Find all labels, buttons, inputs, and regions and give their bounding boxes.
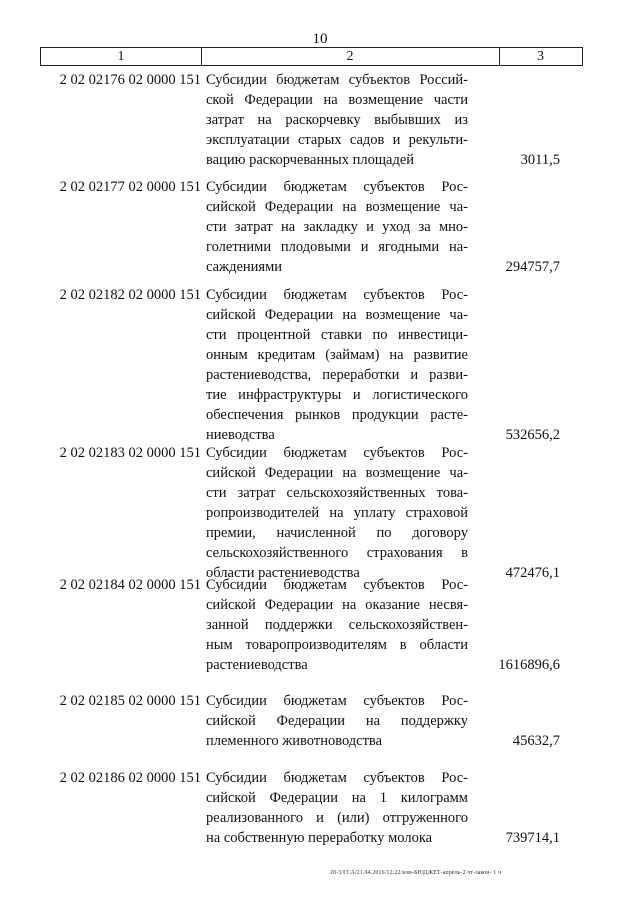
- description-line: растениеводства, переработки и разви-: [206, 367, 468, 383]
- column-header-amount: 3: [537, 49, 544, 64]
- row-amount: 1616896,6: [498, 657, 560, 673]
- row-amount: 739714,1: [505, 830, 560, 846]
- description-line: сийской Федерации на поддержку: [206, 713, 468, 729]
- description-line: занной поддержки сельскохозяйствен-: [206, 617, 468, 633]
- row-description: [206, 443, 468, 583]
- description-line: реализованного и (или) отгруженного: [206, 810, 468, 826]
- row-amount: 472476,1: [505, 565, 560, 581]
- description-line: сти процентной ставки по инвестици-: [206, 327, 468, 343]
- row-description: [206, 70, 468, 170]
- description-line: Субсидии бюджетам субъектов Рос-: [206, 770, 468, 786]
- budget-code: 2 02 02185 02 0000 151: [59, 693, 201, 709]
- description-line: сийской Федерации на 1 килограмм: [206, 790, 468, 806]
- description-line: онным кредитам (займам) на развитие: [206, 347, 468, 363]
- row-description: [206, 768, 468, 848]
- description-line: сти затрат сельскохозяйственных това-: [206, 485, 468, 501]
- description-line: эксплуатации старых садов и рекульти-: [206, 132, 468, 148]
- description-line: сийской Федерации на возмещение ча-: [206, 199, 468, 215]
- description-line: ниеводства: [206, 427, 275, 443]
- description-line: Субсидии бюджетам субъектов Рос-: [206, 179, 468, 195]
- description-line: Субсидии бюджетам субъектов Рос-: [206, 693, 468, 709]
- description-line: Субсидии бюджетам субъектов Рос-: [206, 287, 468, 303]
- description-line: ской Федерации на возмещение части: [206, 92, 468, 108]
- row-description: [206, 575, 468, 675]
- row-description: [206, 177, 468, 277]
- row-amount: 532656,2: [505, 427, 560, 443]
- description-line: сийской Федерации на возмещение ча-: [206, 307, 468, 323]
- row-description: [206, 691, 468, 751]
- budget-code: 2 02 02182 02 0000 151: [59, 287, 201, 303]
- column-header-code: 1: [41, 48, 202, 65]
- row-amount: 3011,5: [520, 152, 560, 168]
- description-line: обеспечения рынков продукции расте-: [206, 407, 468, 423]
- table-header: [40, 47, 583, 66]
- column-header-description: 2: [201, 48, 500, 65]
- budget-code: 2 02 02184 02 0000 151: [59, 577, 201, 593]
- description-line: области растениеводства: [206, 565, 360, 581]
- description-line: тие инфраструктуры и логистического: [206, 387, 468, 403]
- description-line: ропроизводителей на уплату страховой: [206, 505, 468, 521]
- row-description: [206, 285, 468, 445]
- page-number: 10: [312, 31, 328, 47]
- description-line: вацию раскорчеванных площадей: [206, 152, 415, 168]
- description-line: Субсидии бюджетам субъектов Россий-: [206, 72, 468, 88]
- description-line: саждениями: [206, 259, 283, 275]
- description-line: сти затрат на закладку и уход за мно-: [206, 219, 468, 235]
- description-line: Субсидии бюджетам субъектов Рос-: [206, 445, 468, 461]
- description-line: на собственную переработку молока: [206, 830, 433, 846]
- description-line: растениеводства: [206, 657, 308, 673]
- row-amount: 294757,7: [505, 259, 560, 275]
- description-line: племенного животноводства: [206, 733, 383, 749]
- description-line: ным товаропроизводителям в области: [206, 637, 468, 653]
- description-line: сийской Федерации на оказание несвя-: [206, 597, 468, 613]
- budget-code: 2 02 02177 02 0000 151: [59, 179, 201, 195]
- description-line: сийской Федерации на возмещение ча-: [206, 465, 468, 481]
- description-line: Субсидии бюджетам субъектов Рос-: [206, 577, 468, 593]
- description-line: голетними плодовыми и ягодными на-: [206, 239, 468, 255]
- description-line: затрат на раскорчевку выбывших из: [206, 112, 468, 128]
- document-footer: 20-3/ГСА/21.04.2016/12:22/изм-БЮДЖЕТ-апрель-2 чт-закон- 1 ч: [330, 870, 502, 876]
- budget-code: 2 02 02183 02 0000 151: [59, 445, 201, 461]
- budget-code: 2 02 02176 02 0000 151: [59, 72, 201, 88]
- description-line: премии, начисленной по договору: [206, 525, 468, 541]
- description-line: сельскохозяйственного страхования в: [206, 545, 468, 561]
- budget-code: 2 02 02186 02 0000 151: [59, 770, 201, 786]
- row-amount: 45632,7: [512, 733, 560, 749]
